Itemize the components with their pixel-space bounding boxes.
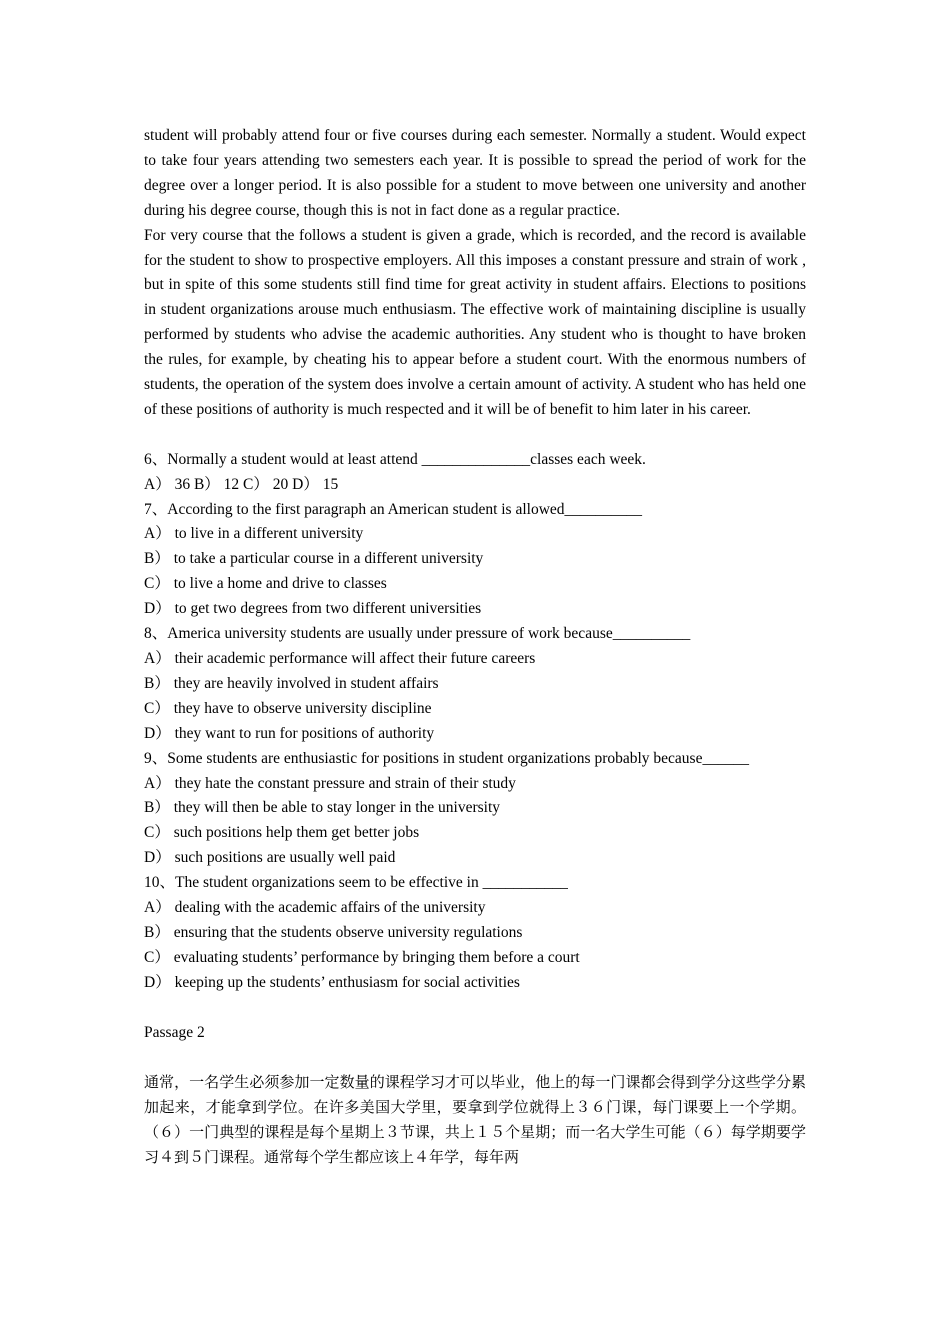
- question-option: B） they will then be able to stay longer in the university: [144, 799, 501, 817]
- question-option: D） keeping up the students’ enthusiasm for social activities: [144, 973, 520, 991]
- passage2-chinese-text: 通常，一名学生必须参加一定数量的课程学习才可以毕业，他上的每一门课都会得到学分这些学分累加起来，才能拿到学位。在许多美国大学里，要拿到学位就得上３６门课，每门课要上一个学期。（６）一门典型的课程是每个星期上３节课，共上１５个星期；而一名大学生可能（６）每学期要学习４到５门课程。通常每个学生都应该上４年学，每年两: [144, 1073, 806, 1167]
- question-option: A） 36 B） 12 C） 20 D） 15: [144, 475, 339, 493]
- document-page: [144, 124, 806, 1170]
- question-option: B） to take a particular course in a different university: [144, 550, 484, 568]
- question-option: A） their academic performance will affect their future careers: [144, 650, 536, 668]
- passage1-paragraph-1: student will probably attend four or five courses during each semester. Normally a student. Would expect to take four years attending two semesters each year. It is possible to spread the period of work for the degree over a longer period. It is also possible for a student to move between one university and another during his degree course, though this is not in fact done as a regular practice.: [144, 127, 806, 219]
- question-option: A） they hate the constant pressure and strain of their study: [144, 774, 516, 792]
- question-option: C） evaluating students’ performance by bringing them before a court: [144, 948, 580, 966]
- question-stem: 10、The student organizations seem to be effective in ___________: [144, 874, 568, 892]
- question-stem: 7、According to the first paragraph an American student is allowed__________: [144, 500, 643, 518]
- question-option: B） ensuring that the students observe university regulations: [144, 923, 523, 941]
- question-9: [144, 747, 806, 872]
- question-option: D） they want to run for positions of authority: [144, 724, 435, 742]
- question-option: C） such positions help them get better jobs: [144, 824, 420, 842]
- question-7: [144, 498, 806, 623]
- question-option: D） such positions are usually well paid: [144, 849, 396, 867]
- question-option: C） to live a home and drive to classes: [144, 575, 387, 593]
- spacer: [144, 996, 806, 1021]
- spacer: [144, 423, 806, 448]
- question-option: B） they are heavily involved in student affairs: [144, 674, 439, 692]
- question-stem: 8、America university students are usually under pressure of work because__________: [144, 625, 691, 643]
- question-option: C） they have to observe university discipline: [144, 699, 432, 717]
- question-option: A） to live in a different university: [144, 525, 364, 543]
- question-stem: 6、Normally a student would at least attend ______________classes each week.: [144, 450, 646, 468]
- question-10: [144, 871, 806, 996]
- passage2-title: Passage 2: [144, 1023, 205, 1041]
- question-6: [144, 448, 806, 498]
- spacer: [144, 1046, 806, 1071]
- question-option: A） dealing with the academic affairs of the university: [144, 899, 486, 917]
- question-option: D） to get two degrees from two different universities: [144, 600, 482, 618]
- passage1-paragraph-2: For very course that the follows a student is given a grade, which is recorded, and the record is available for the student to show to prospective employers. All this imposes a constant pressure and strain of work , but in spite of this some students still find time for great activity in student affairs. Elections to positions in student organizations arouse much enthusiasm. The effective work of maintaining discipline is usually performed by students who advise the academic authorities. Any student who is thought to have broken the rules, for example, by cheating his to appear before a student court. With the enormous numbers of students, the operation of the system does involve a certain amount of activity. A student who has held one of these positions of authority is much respected and it will be of benefit to him later in his career.: [144, 226, 806, 418]
- question-stem: 9、Some students are enthusiastic for positions in student organizations probably because______: [144, 749, 749, 767]
- question-8: [144, 622, 806, 747]
